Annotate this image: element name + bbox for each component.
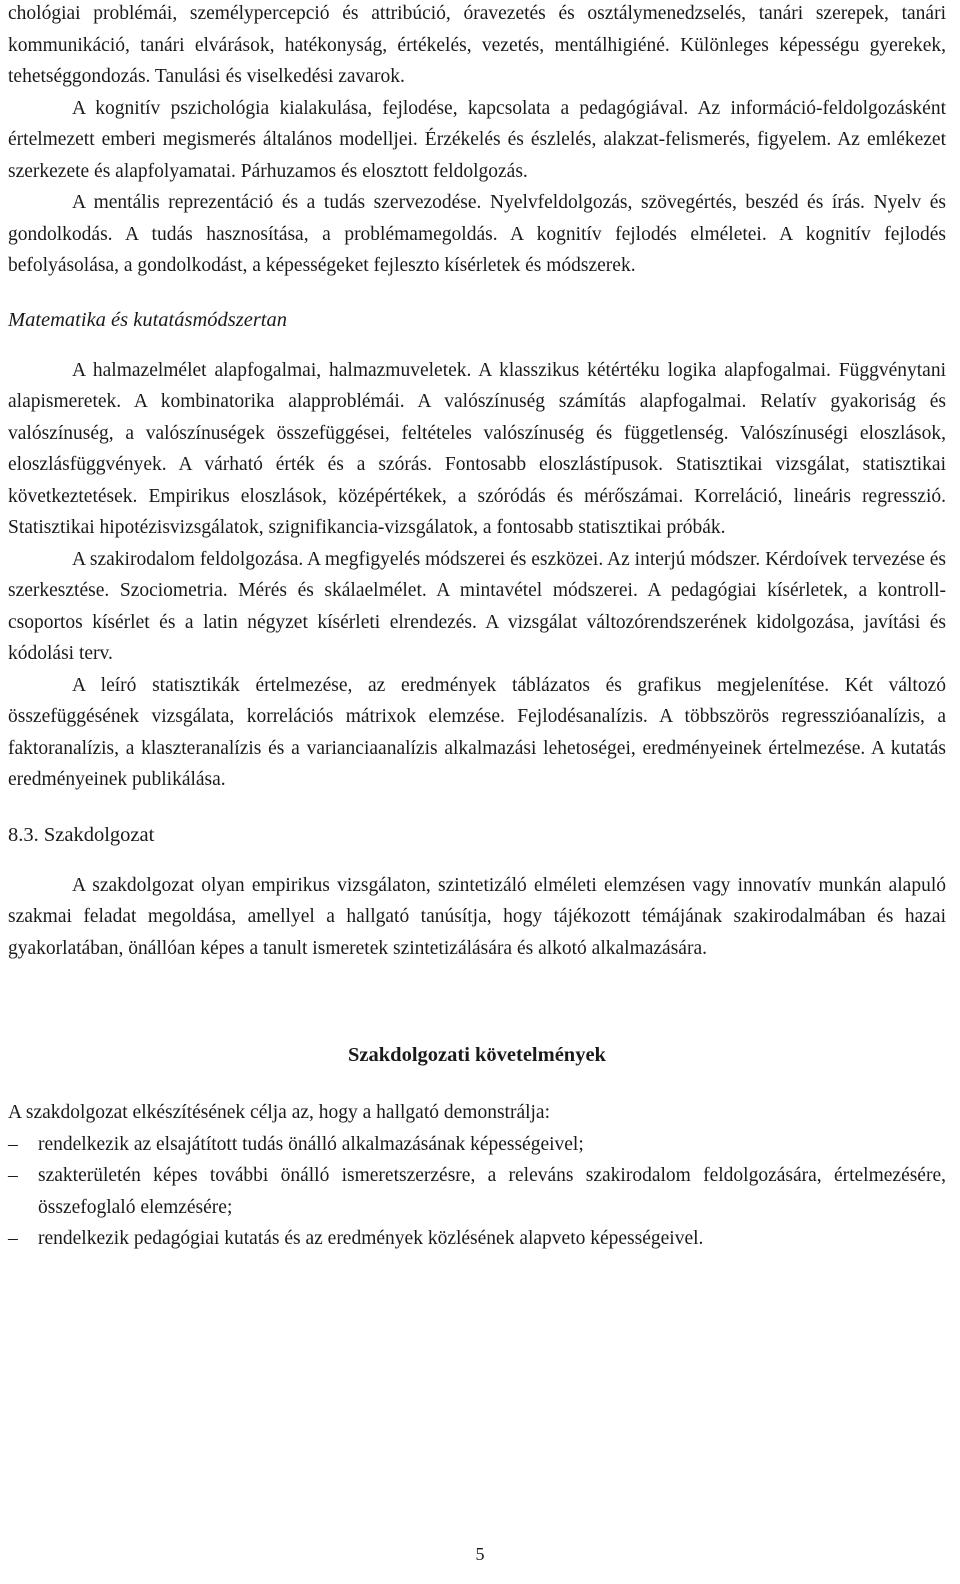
list-item-text: rendelkezik pedagógiai kutatás és az eredmények közlésének alapveto képességeivel. [38,1228,704,1249]
list-item [8,1160,946,1223]
paragraph-research-methods: A szakirodalom feldolgozása. A megfigyelés módszerei és eszközei. Az interjú módszer. Kérdoívek tervezése és szerkesztése. Szociometria. Mérés és skálaelmélet. A mintavétel módszerei. A pedagógiai kísérletek, a kontroll-csoportos kísérlet és a latin négyzet kísérleti elrendezés. A vizsgálat változórendszerének kidolgozása, javítási és kódolási terv. [8,548,946,664]
dash-bullet-icon: – [8,1165,18,1186]
list-item [8,1129,946,1161]
heading-thesis-requirements: Szakdolgozati követelmények [348,1044,606,1066]
list-item-text: rendelkezik az elsajátított tudás önálló alkalmazásának képességeivel; [38,1133,584,1155]
page-number: 5 [475,1544,485,1564]
paragraph-mental-representation: A mentális reprezentáció és a tudás szervezodése. Nyelvfeldolgozás, szövegértés, beszéd és írás. Nyelv és gondolkodás. A tudás hasznosítása, a problémamegoldás. A kognitív fejlodés elméletei. A kognitív fejlodés befolyásolása, a gondolkodást, a képességeket fejleszto kísérletek és módszerek. [8,192,946,276]
list-item [8,1223,946,1255]
paragraph-cognitive-psychology: A kognitív pszichológia kialakulása, fejlodése, kapcsolata a pedagógiával. Az információ-feldolgozásként értelmezett emberi megismerés általános modelljei. Érzékelés és észlelés, alakzat-felismerés, figyelem. Az emlékezet szerkezete és alapfolyamatai. Párhuzamos és elosztott feldolgozás. [8,97,946,182]
paragraph-math-basics: A halmazelmélet alapfogalmai, halmazmuveletek. A klasszikus kétértéku logika alapfogalmai. Függvénytani alapismeretek. A kombinatorika alapproblémái. A valószínuség számítás alapfogalmai. Relatív gyakoriság és valószínuség, a valószínuségek összefüggései, feltételes valószínuség és függetlenség. Valószínuségi eloszlások, eloszlásfüggvények. A várható érték és a szórás. Fontosabb eloszlástípusok. Statisztikai vizsgálat, statisztikai következtetések. Empirikus eloszlások, középértékek, a szóródás és mérőszámai. Korreláció, lineáris regresszió. Statisztikai hipotézisvizsgálatok, szignifikancia-vizsgálatok, a fontosabb statisztikai próbák. [8,359,946,538]
list-item-text: szakterületén képes további önálló ismeretszerzésre, a releváns szakirodalom feldolgozására, értelmezésére, összefoglaló elemzésére; [38,1165,946,1218]
paragraph-requirements-intro: A szakdolgozat elkészítésének célja az, hogy a hallgató demonstrálja: [8,1102,551,1123]
paragraph-thesis-description: A szakdolgozat olyan empirikus vizsgálaton, szintetizáló elméleti elemzésen vagy innovatív munkán alapuló szakmai feladat megoldása, amellyel a hallgató tanúsítja, hogy tájékozott témájának szakirodalmában és hazai gyakorlatában, önállóan képes a tanult ismeretek szintetizálására és alkotó alkalmazására. [8,874,946,959]
paragraph-statistics: A leíró statisztikák értelmezése, az eredmények táblázatos és grafikus megjelenítése. Két változó összefüggésének vizsgálata, korrelációs mátrixok elemzése. Fejlodésanalízis. A többszörös regresszióanalízis, a faktoranalízis, a klaszteranalízis és a varianciaanalízis alkalmazási lehetoségei, eredményeinek értelmezése. A kutatás eredményeinek publikálása. [8,674,946,790]
dash-bullet-icon: – [8,1133,18,1155]
section-heading-math: Matematika és kutatásmódszertan [8,308,287,331]
requirements-list [8,1129,946,1255]
section-heading-thesis: 8.3. Szakdolgozat [8,823,155,846]
dash-bullet-icon: – [8,1228,18,1249]
paragraph-psychology-continued: chológiai problémái, személypercepció és attribúció, óravezetés és osztálymenedzselés, tanári szerepek, tanári kommunikáció, tanári elvárások, hatékonyság, értékelés, vezetés, mentálhigiéné. Különleges képességu gyerekek, tehetséggondozás. Tanulási és viselkedési zavarok. [8,3,946,87]
